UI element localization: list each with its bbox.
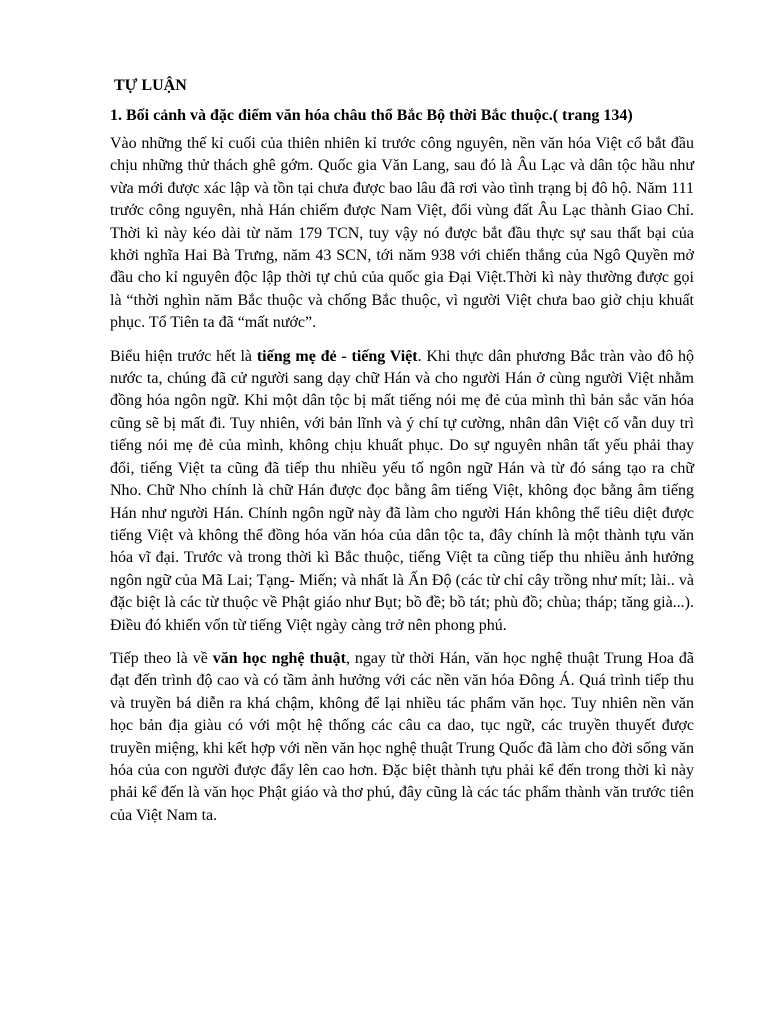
paragraph-3 [110,648,694,827]
paragraph-2-body: . Khi thực dân phương Bắc tràn vào đô hộ nước ta, chúng đã cử người sang dạy chữ Hán và cho người Hán ở cùng người Việt nhằm đồng hóa ngôn ngữ. Khi một dân tộc bị mất tiếng nói mẹ đẻ của mình thì bản sắc văn hóa cũng sẽ bị mất đi. Tuy nhiên, với bản lĩnh và ý chí tự cường, nhân dân Việt cố vẫn duy trì tiếng nói mẹ đẻ của mình, không chịu khuất phục. Do sự nguyên nhân tất yếu phải thay đổi, tiếng Việt ta cũng đã tiếp thu nhiều yếu tố ngôn ngữ Hán và từ đó sáng tạo ra chữ Nho. Chữ Nho chính là chữ Hán được đọc bằng âm tiếng Việt, không đọc bằng âm tiếng Hán như người Hán. Chính ngôn ngữ này đã làm cho người Hán không thể tiêu diệt được tiếng Việt và không thể đồng hóa văn hóa của dân tộc ta, đây chính là một thành tựu văn hóa vĩ đại. Trước và trong thời kì Bắc thuộc, tiếng Việt ta cũng tiếp thu nhiều ảnh hưởng ngôn ngữ của Mã Lai; Tạng- Miến; và nhất là Ấn Độ (các từ chỉ cây trồng như mít; lài.. và đặc biệt là các từ thuộc về Phật giáo như Bụt; bồ đề; bồ tát; phù đồ; chùa; tháp; tăng già...). Điều đó khiến vốn từ tiếng Việt ngày càng trở nên phong phú. [110,347,694,634]
paragraph-2-intro: Biểu hiện trước hết là [110,347,257,365]
section-title: TỰ LUẬN [114,77,187,94]
paragraph-3-intro: Tiếp theo là về [110,649,213,667]
paragraph-1: Vào những thế kỉ cuối của thiên nhiên kỉ trước công nguyên, nền văn hóa Việt cổ bắt đầu chịu những thử thách ghê gớm. Quốc gia Văn Lang, sau đó là Âu Lạc và dân tộc hầu như vừa mới được xác lập và tồn tại chưa được bao lâu đã rơi vào tình trạng bị đô hộ. Năm 111 trước công nguyên, nhà Hán chiếm được Nam Việt, đổi vùng đất Âu Lạc thành Giao Chỉ. Thời kì này kéo dài từ năm 179 TCN, tuy vậy nó được bắt đầu thực sự sau thất bại của khởi nghĩa Hai Bà Trưng, năm 43 SCN, tới năm 938 với chiến thắng của Ngô Quyền mở đầu cho kỉ nguyên độc lập thời tự chủ của quốc gia Đại Việt.Thời kì này thường được gọi là “thời nghìn năm Bắc thuộc và chống Bắc thuộc, vì người Việt chưa bao giờ chịu khuất phục. Tổ Tiên ta đã “mất nước”. [110,135,694,332]
paragraph-2 [110,346,694,637]
paragraph-2-emphasis: tiếng mẹ đẻ - tiếng Việt [256,347,418,365]
paragraph-3-body: , ngay từ thời Hán, văn học nghệ thuật Trung Hoa đã đạt đến trình độ cao và có tầm ảnh hưởng với các nền văn hóa Đông Á. Quá trình tiếp thu và truyền bá diễn ra khá chậm, không để lại nhiều tác phẩm văn học. Tuy nhiên nền văn học bản địa giàu có với một hệ thống các câu ca dao, tục ngữ, các truyền thuyết được truyền miệng, khi kết hợp với nền văn học nghệ thuật Trung Quốc đã làm cho đời sống văn hóa của con người được đẩy lên cao hơn. Đặc biệt thành tựu phải kể đến trong thời kì này phải kể đến là văn học Phật giáo và thơ phú, đây cũng là các tác phẩm thành văn trước tiên của Việt Nam ta. [110,649,695,824]
paragraph-3-emphasis: văn học nghệ thuật [212,649,346,667]
question-heading: 1. Bối cảnh và đặc điểm văn hóa châu thổ Bắc Bộ thời Bắc thuộc.( trang 134) [110,107,633,124]
